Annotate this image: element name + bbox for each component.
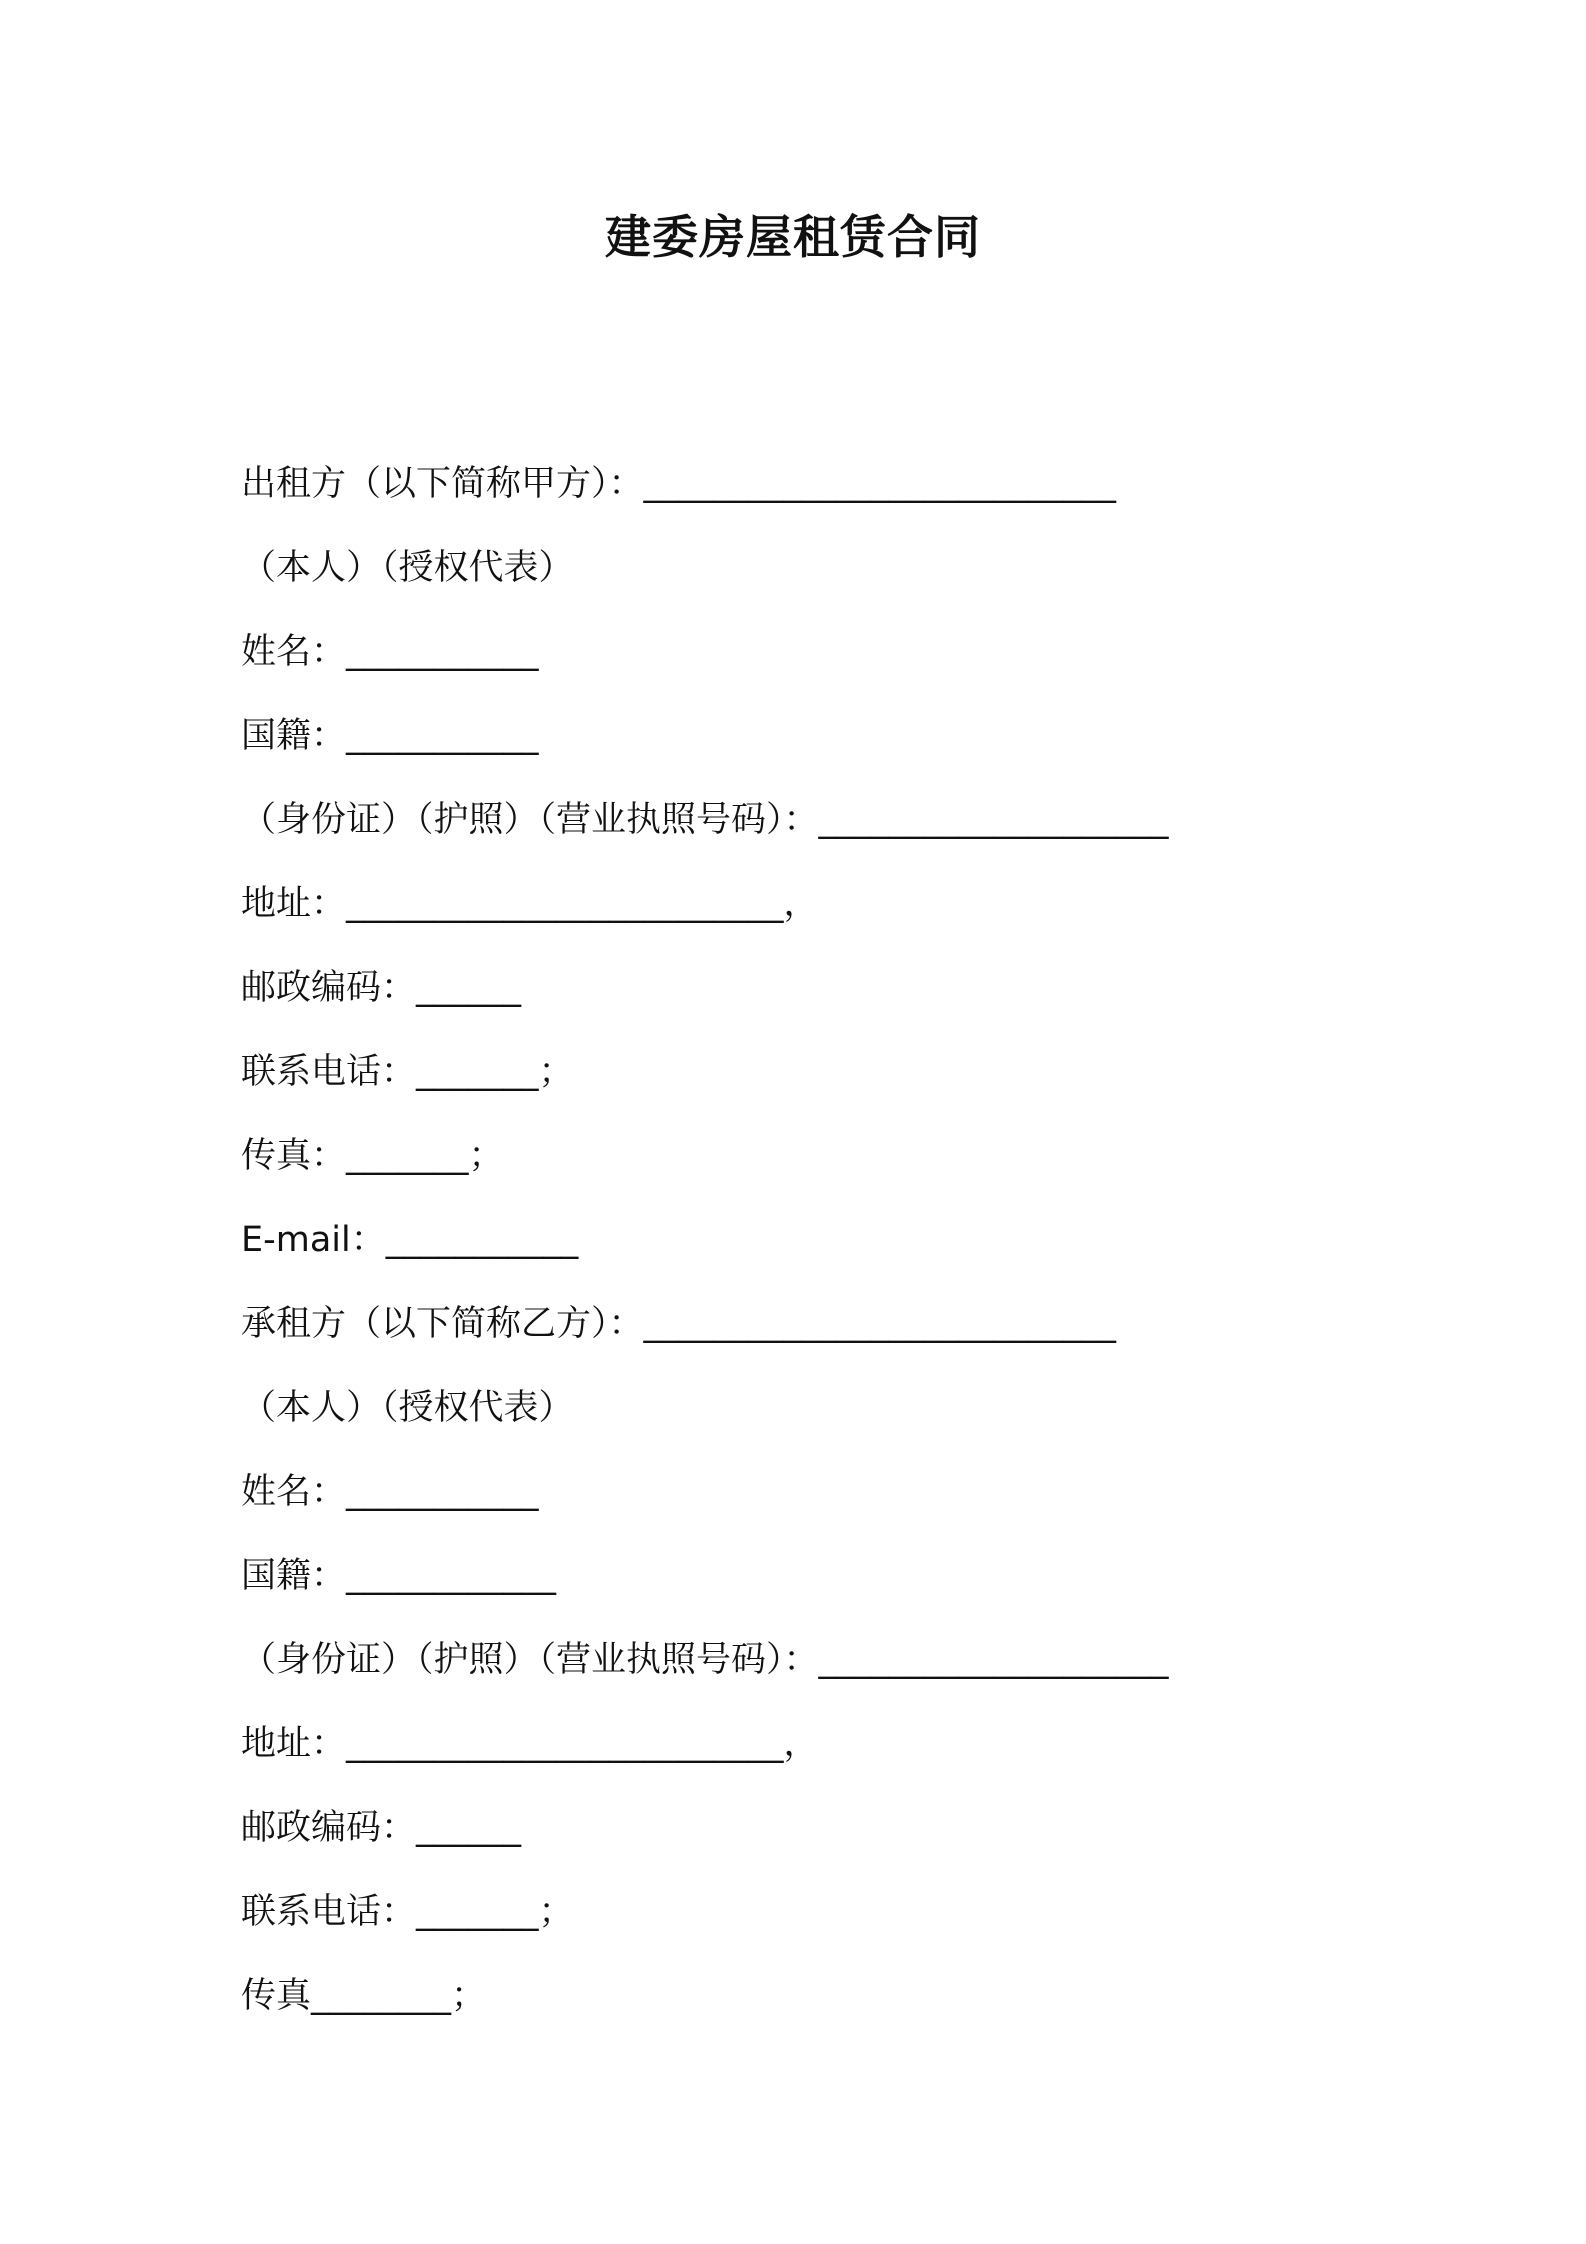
document-title: 建委房屋租赁合同 bbox=[605, 210, 981, 264]
lessor-id-number-line: （身份证）（护照）（营业执照号码）：____________________ bbox=[241, 800, 1169, 840]
lessor-address-line: 地址：_________________________， bbox=[241, 884, 819, 924]
lessee-representative-line: （本人）（授权代表） bbox=[241, 1388, 574, 1428]
lessor-nationality-line: 国籍：___________ bbox=[241, 716, 539, 756]
party-field-list bbox=[241, 460, 1441, 2056]
lessor-person-name-line: 姓名：___________ bbox=[241, 632, 539, 672]
lessee-nationality-line: 国籍：____________ bbox=[241, 1556, 557, 1596]
lessee-person-name-line: 姓名：___________ bbox=[241, 1472, 539, 1512]
lessor-phone-line: 联系电话：_______； bbox=[241, 1052, 574, 1092]
lessee-postal-code-line: 邮政编码：______ bbox=[241, 1808, 522, 1848]
lessor-fax-line: 传真：_______； bbox=[241, 1136, 504, 1176]
lessee-id-number-line: （身份证）（护照）（营业执照号码）：____________________ bbox=[241, 1640, 1169, 1680]
lessee-name-line: 承租方（以下简称乙方）：___________________________ bbox=[241, 1304, 1117, 1344]
lessee-address-line: 地址：_________________________， bbox=[241, 1724, 819, 1764]
lessor-postal-code-line: 邮政编码：______ bbox=[241, 968, 522, 1008]
lessor-email-line: E-mail：___________ bbox=[241, 1220, 579, 1260]
lessee-fax-line: 传真________； bbox=[241, 1976, 487, 2016]
lessee-phone-line: 联系电话：_______； bbox=[241, 1892, 574, 1932]
lessor-representative-line: （本人）（授权代表） bbox=[241, 548, 574, 588]
lessor-name-line: 出租方（以下简称甲方）：___________________________ bbox=[241, 464, 1117, 504]
